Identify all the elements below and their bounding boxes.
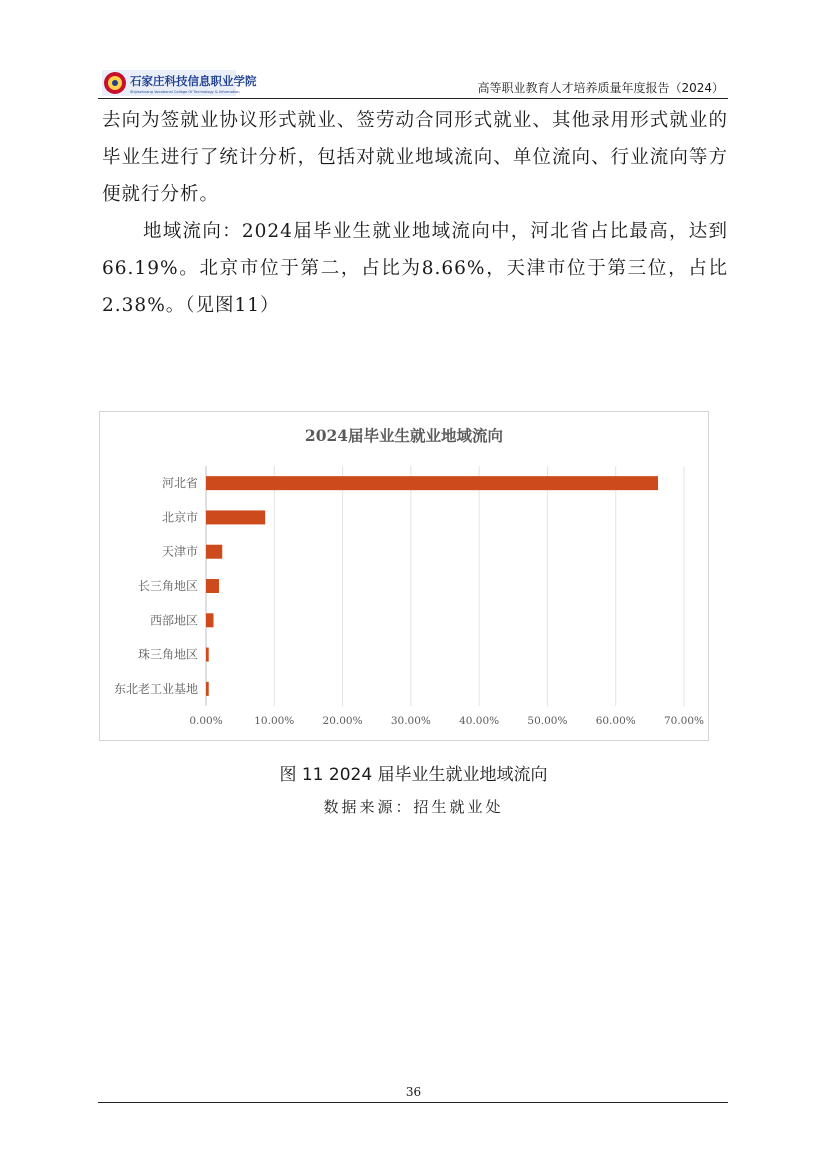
x-tick-label: 40.00% bbox=[459, 715, 500, 727]
x-tick-label: 20.00% bbox=[322, 715, 363, 727]
category-label: 珠三角地区 bbox=[137, 647, 198, 662]
page-footer-rule bbox=[98, 1102, 728, 1103]
x-tick-label: 30.00% bbox=[390, 715, 431, 727]
bar-0 bbox=[206, 476, 658, 490]
category-label: 河北省 bbox=[161, 476, 198, 491]
logo-subtext: Shijiazhuang Vocational College Of Technology & Information bbox=[130, 90, 240, 94]
data-source: 数据来源：招生就业处 bbox=[323, 798, 504, 816]
x-tick-label: 60.00% bbox=[595, 715, 636, 727]
x-tick-label: 0.00% bbox=[189, 715, 223, 727]
figure-caption: 图 11 2024 届毕业生就业地域流向 bbox=[279, 765, 548, 785]
chart-container bbox=[99, 411, 709, 741]
page-number: 36 bbox=[405, 1085, 422, 1099]
bar-6 bbox=[206, 682, 209, 696]
bar-3 bbox=[206, 579, 219, 593]
body-text bbox=[102, 102, 728, 324]
category-label: 西部地区 bbox=[149, 613, 198, 628]
x-tick-label: 70.00% bbox=[663, 715, 705, 727]
x-tick-label: 50.00% bbox=[527, 715, 568, 727]
page-header bbox=[98, 58, 728, 99]
paragraph-2: 地域流向：2024届毕业生就业地域流向中，河北省占比最高，达到66.19%。北京市位于第二，占比为8.66%，天津市位于第三位，占比2.38%。（见图11） bbox=[102, 221, 728, 316]
chart-title: 2024届毕业生就业地域流向 bbox=[304, 426, 504, 445]
bar-2 bbox=[206, 545, 222, 559]
x-tick-label: 10.00% bbox=[254, 715, 295, 727]
college-logo bbox=[102, 70, 257, 96]
bar-chart bbox=[100, 412, 708, 740]
category-label: 天津市 bbox=[161, 544, 198, 559]
report-title: 高等职业教育人才培养质量年度报告（2024） bbox=[477, 81, 724, 95]
bar-5 bbox=[206, 648, 209, 662]
bar-1 bbox=[206, 510, 265, 524]
category-label: 北京市 bbox=[161, 510, 198, 525]
bar-4 bbox=[206, 613, 214, 627]
logo-text: 石家庄科技信息职业学院 bbox=[130, 74, 257, 88]
paragraph-1: 去向为签就业协议形式就业、签劳动合同形式就业、其他录用形式就业的毕业生进行了统计分析，包括对就业地域流向、单位流向、行业流向等方便就行分析。 bbox=[102, 110, 728, 205]
category-label: 长三角地区 bbox=[137, 579, 198, 593]
category-label: 东北老工业基地 bbox=[113, 681, 198, 696]
